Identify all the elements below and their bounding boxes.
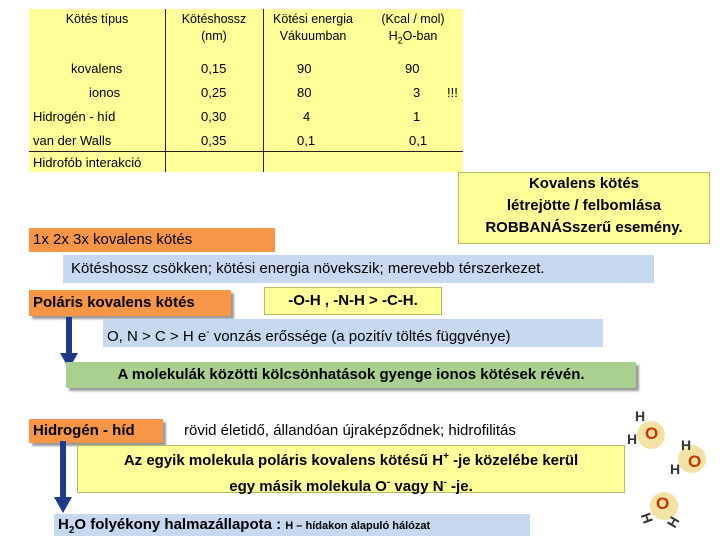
hydrogen-atom-icon: H [681,437,692,453]
row-length: 0,30 [201,109,227,124]
polar-covalent-box: Poláris kovalens kötés [29,290,231,316]
header-energy-water: (Kcal / mol) $H_2O$-ban [381,12,445,46]
polar-examples-box: -O-H , -N-H > -C-H. [264,287,442,315]
row-energy-vacuum: 4 [303,109,311,124]
covalent-event-box: Kovalens kötés létrejötte / felbomlása ROBBANÁSszerű esemény. [458,172,710,244]
row-note: !!! [447,85,458,100]
arrow-down [60,441,66,499]
oxygen-atom-icon: O [688,452,702,471]
oxygen-atom-icon: O [645,424,659,443]
row-type: van der Walls [33,133,112,148]
arrow-down [66,317,72,355]
covalent-multiplicity-box: 1x 2x 3x kovalens kötés [29,228,275,252]
row-type: Hidrogén - híd [33,109,116,124]
row-length: 0,25 [201,85,227,100]
bond-table [29,9,463,172]
hydrogen-atom-icon: H [663,513,683,531]
row-type: Hidrofób interakció [33,155,142,170]
hbond-explanation-box: Az egyik molekula poláris kovalens kötésű H+ -je közelébe kerül egy másik molekula O- vagy N- -je. [77,445,625,493]
hydrogen-bond-description: rövid életidő, állandóan újraképződnek; hidrofilitás [184,422,516,439]
header-bond-type: Kötés típus [65,12,129,26]
row-energy-water: 3 [413,85,421,100]
row-energy-vacuum: 90 [297,61,312,76]
bond-length-note: Kötéshossz csökken; kötési energia növekszik; merevebb térszerkezet. [63,255,654,283]
weak-ionic-box: A molekulák közötti kölcsönhatások gyenge ionos kötések révén. [66,362,636,388]
hydrogen-bond-box: Hidrogén - híd [29,419,163,443]
row-length: 0,35 [201,133,227,148]
water-network-box: $H_2O$ folyékony halmazállapota : H – hídakon alapuló hálózat [54,514,530,536]
row-type: ionos [89,85,121,100]
hydrogen-atom-icon: H [627,431,638,447]
row-energy-water: 0,1 [409,133,428,148]
electronegativity-box: O, N > C > H e- vonzás erőssége (a pozitív töltés függvénye) [103,319,603,347]
row-length: 0,15 [201,61,227,76]
row-energy-vacuum: 0,1 [297,133,316,148]
header-energy-vacuum: Kötési energia Vákuumban [273,12,353,43]
row-energy-water: 1 [413,109,421,124]
hydrogen-atom-icon: H [635,408,646,424]
arrow-head [54,497,72,513]
row-energy-vacuum: 80 [297,85,312,100]
row-energy-water: 90 [405,61,420,76]
row-type: kovalens [71,61,123,76]
header-bond-length: Kötéshossz (nm) [181,12,247,43]
hydrogen-atom-icon: H [637,510,657,526]
oxygen-atom-icon: O [656,494,670,513]
hydrogen-atom-icon: H [670,461,681,477]
table-divider [29,151,463,152]
